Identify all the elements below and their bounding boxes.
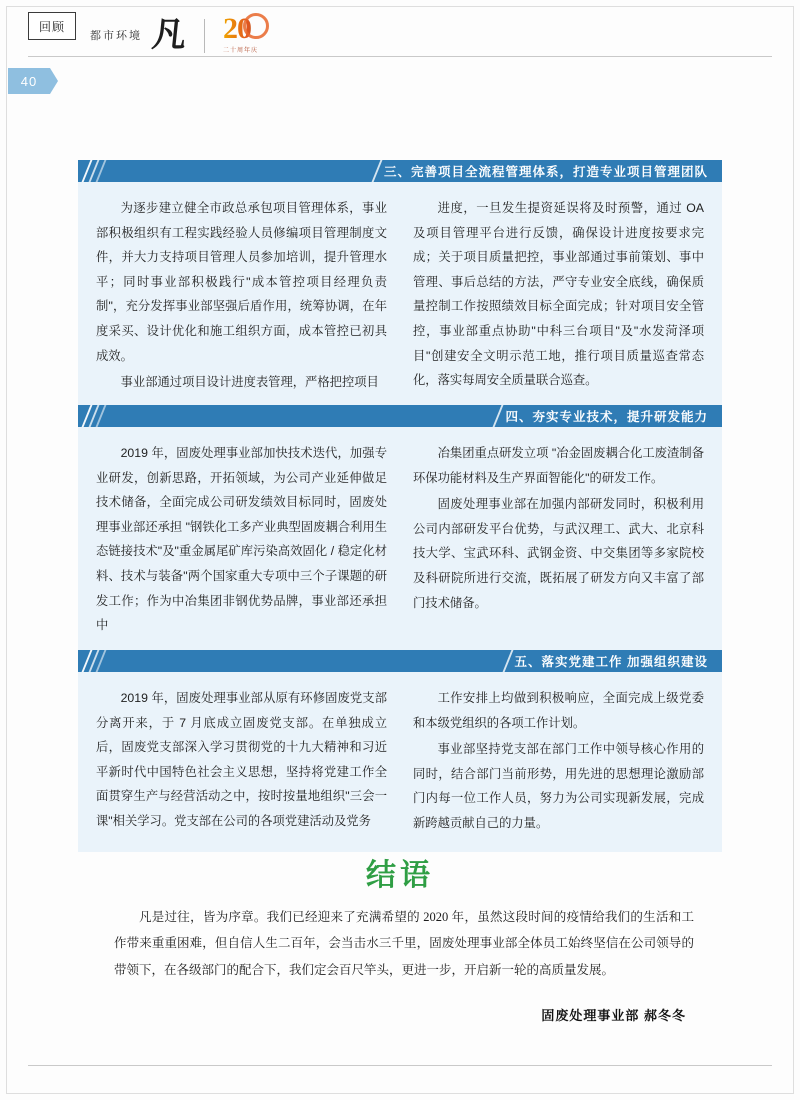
author-signature: 固废处理事业部 郝冬冬 [541,1007,686,1023]
anniversary-number: 20 [223,14,295,44]
bar-slash-decor [86,650,102,672]
section-three-right-column [413,196,704,395]
section-three-title: 三、完善项目全流程管理体系，打造专业项目管理团队 [383,165,708,179]
paragraph: 事业部通过项目设计进度表管理，严格把控项目 [120,375,379,390]
page-number-tab: 40 [8,68,50,94]
paragraph: 固废处理事业部在加强内部研发同时，积极利用公司内部研发平台优势，与武汉理工、武大、北京科技大学、宝武环科、武钢金资、中交集团等多家院校及科研院所进行交流，既拓展了研发方向又丰富了部门技术储备。 [413,497,704,610]
brand-name-cn: 都市环境 [90,30,142,42]
paragraph: 2019 年，固废处理事业部从原有环修固废党支部分离开来，于 7 月底成立固废党支部。在单独成立后，固废党支部深入学习贯彻党的十九大精神和习近平新时代中国特色社会主义思想，坚持将党建工作全面贯穿生产与经营活动之中，按时按量地组织"三会一课"相关学习。党支部在公司的各项党建活动及党务 [96,691,387,828]
brand-block [90,14,295,58]
conclusion-title: 结语 [366,859,434,892]
anniversary-subtitle: 二十周年庆 [223,48,259,54]
section-five-title: 五、落实党建工作 加强组织建设 [514,655,708,669]
brand-separator [204,19,205,53]
page-header [0,0,800,130]
section-three-bar [78,160,722,182]
section-five-body [78,672,722,852]
paragraph: 冶集团重点研发立项 "冶金固废耦合化工废渣制备环保功能材料及生产界面智能化"的研发工作。 [413,446,704,485]
bar-slash-decor [86,160,102,182]
section-three [78,160,722,411]
paragraph: 工作安排上均做到积极响应，全面完成上级党委和本级党组织的各项工作计划。 [413,691,704,730]
review-label: 回顾 [28,12,76,40]
anniversary-ring-icon [243,13,269,39]
section-four-left-column [96,441,387,638]
brand-logo: 凡 [150,17,188,54]
footer-divider [28,1065,772,1066]
paragraph: 事业部坚持党支部在部门工作中领导核心作用的同时，结合部门当前形势，用先进的思想理论激励部门内每一位工作人员，努力为公司实现新发展，完成新跨越贡献自己的力量。 [413,742,704,830]
anniversary-logo [223,14,295,58]
section-five-bar [78,650,722,672]
paragraph: 为逐步建立健全市政总承包项目管理体系，事业部积极组织有工程实践经验人员修编项目管理制度文件，并大力支持项目管理人员参加培训，提升管理水平；同时事业部积极践行"成本管控项目经理负责制"，充分发挥事业部坚强后盾作用，统筹协调，在年度采买、设计优化和施工组织方面，成本管控已初具成效。 [96,201,387,363]
section-four-body [78,427,722,654]
bar-slash-decor [86,405,102,427]
section-four-bar [78,405,722,427]
conclusion-body [78,904,722,983]
paragraph: 进度，一旦发生提资延误将及时预警，通过 OA 及项目管理平台进行反馈，确保设计进度按要求完成；关于项目质量把控，事业部通过事前策划、事中管理、事后总结的方法，严守专业安全底线，确保质量控制工作按照绩效目标全面完成；针对项目安全管控，事业部重点协助"中科三台项目"及"水发菏泽项目"创建安全文明示范工地，推行项目质量巡查常态化，落实每周安全质量联合巡查。 [413,201,704,388]
paragraph: 2019 年，固废处理事业部加快技术迭代，加强专业研发，创新思路，开拓领域，为公司产业延伸做足技术储备，全面完成公司研发绩效目标同时，固废处理事业部还承担 "钢铁化工多产业典型固废耦合利用生态链接技术"及"重金属尾矿库污染高效固化 / 稳定化材料、技术与装备"两个国家重大专项中三个子课题的研发工作；作为中冶集团非钢优势品牌，事业部还承担中 [96,446,387,633]
paragraph: 凡是过往，皆为序章。我们已经迎来了充满希望的 2020 年，虽然这段时间的疫情给我们的生活和工作带来重重困难，但自信人生二百年，会当击水三千里，固废处理事业部全体员工始终坚信在公司领导的带领下，在各级部门的配合下，我们定会百尺竿头，更进一步，开启新一轮的高质量发展。 [114,910,694,977]
section-four-title: 四、夯实专业技术，提升研发能力 [505,410,708,424]
section-five-right-column [413,686,704,836]
section-five [78,650,722,852]
section-three-left-column [96,196,387,395]
section-four [78,405,722,654]
section-three-body [78,182,722,411]
conclusion-block [78,850,722,1024]
section-four-right-column [413,441,704,638]
section-five-left-column [96,686,387,836]
